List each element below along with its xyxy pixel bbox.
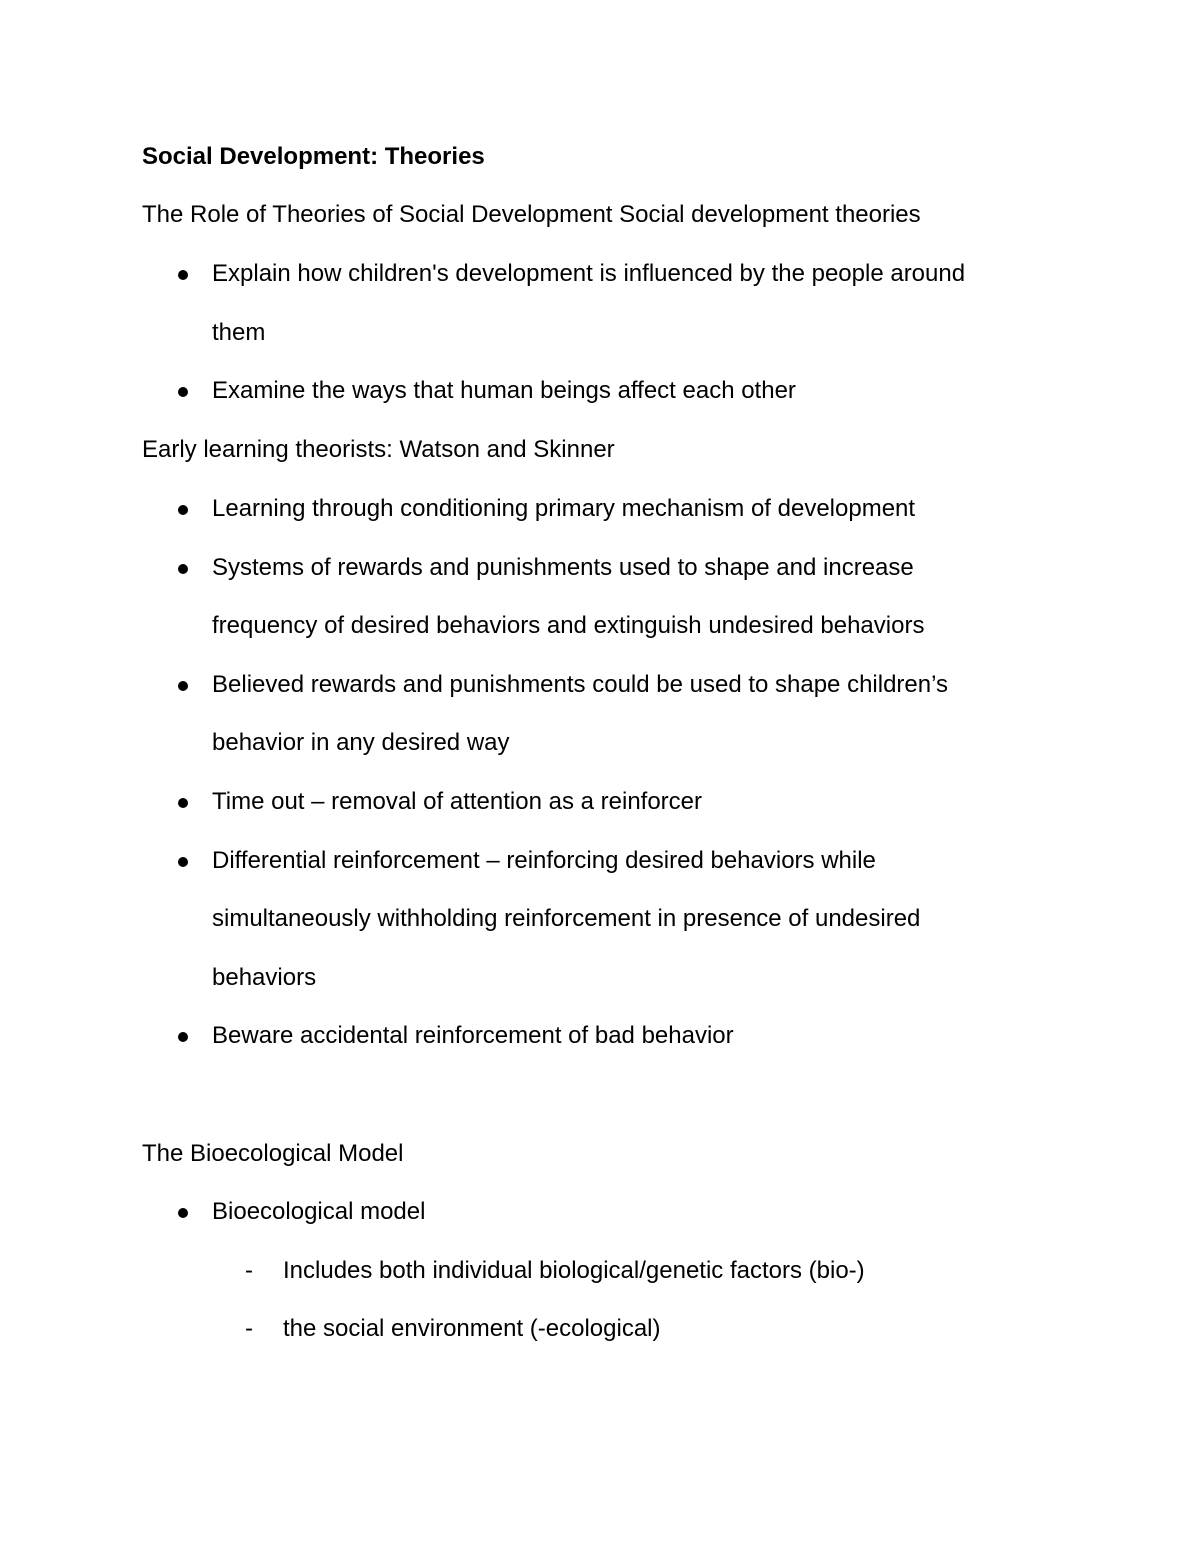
document-title: Social Development: Theories bbox=[142, 143, 485, 170]
bullet-icon bbox=[178, 798, 188, 808]
dash-marker: - bbox=[245, 1315, 253, 1342]
list-item-line: Learning through conditioning primary mechanism of development bbox=[212, 495, 916, 522]
sub-list-item: the social environment (-ecological) bbox=[283, 1315, 661, 1342]
bullet-icon bbox=[178, 857, 188, 867]
list-item-line: Systems of rewards and punishments used to shape and increase bbox=[212, 554, 914, 581]
list-item-line: Explain how children's development is influenced by the people around bbox=[212, 260, 966, 287]
list-item-line: Differential reinforcement – reinforcing desired behaviors while bbox=[212, 847, 876, 874]
list-item-line: frequency of desired behaviors and extinguish undesired behaviors bbox=[212, 612, 925, 639]
list-item-line: Believed rewards and punishments could be used to shape children’s bbox=[212, 671, 949, 698]
bullet-icon bbox=[178, 505, 188, 515]
list-item-line: Time out – removal of attention as a reinforcer bbox=[212, 788, 703, 815]
list-item-line: Examine the ways that human beings affect each other bbox=[212, 377, 796, 404]
section-heading-bioecological-model: The Bioecological Model bbox=[142, 1140, 404, 1167]
bullet-icon bbox=[178, 1032, 188, 1042]
sub-list-item: Includes both individual biological/genetic factors (bio-) bbox=[283, 1257, 865, 1284]
list-item-line: behaviors bbox=[212, 964, 317, 991]
section-heading-role-of-theories: The Role of Theories of Social Development Social development theories bbox=[142, 201, 921, 228]
bullet-icon bbox=[178, 387, 188, 397]
list-item-line: simultaneously withholding reinforcement in presence of undesired bbox=[212, 905, 921, 932]
bullet-icon bbox=[178, 270, 188, 280]
bullet-icon bbox=[178, 564, 188, 574]
list-item-line: Beware accidental reinforcement of bad behavior bbox=[212, 1022, 734, 1049]
bullet-icon bbox=[178, 1208, 188, 1218]
dash-marker: - bbox=[245, 1257, 253, 1284]
list-item-line: Bioecological model bbox=[212, 1198, 426, 1225]
list-item-line: them bbox=[212, 319, 266, 346]
list-item-line: behavior in any desired way bbox=[212, 729, 510, 756]
bullet-icon bbox=[178, 681, 188, 691]
section-heading-early-learning-theorists: Early learning theorists: Watson and Skinner bbox=[142, 436, 615, 463]
